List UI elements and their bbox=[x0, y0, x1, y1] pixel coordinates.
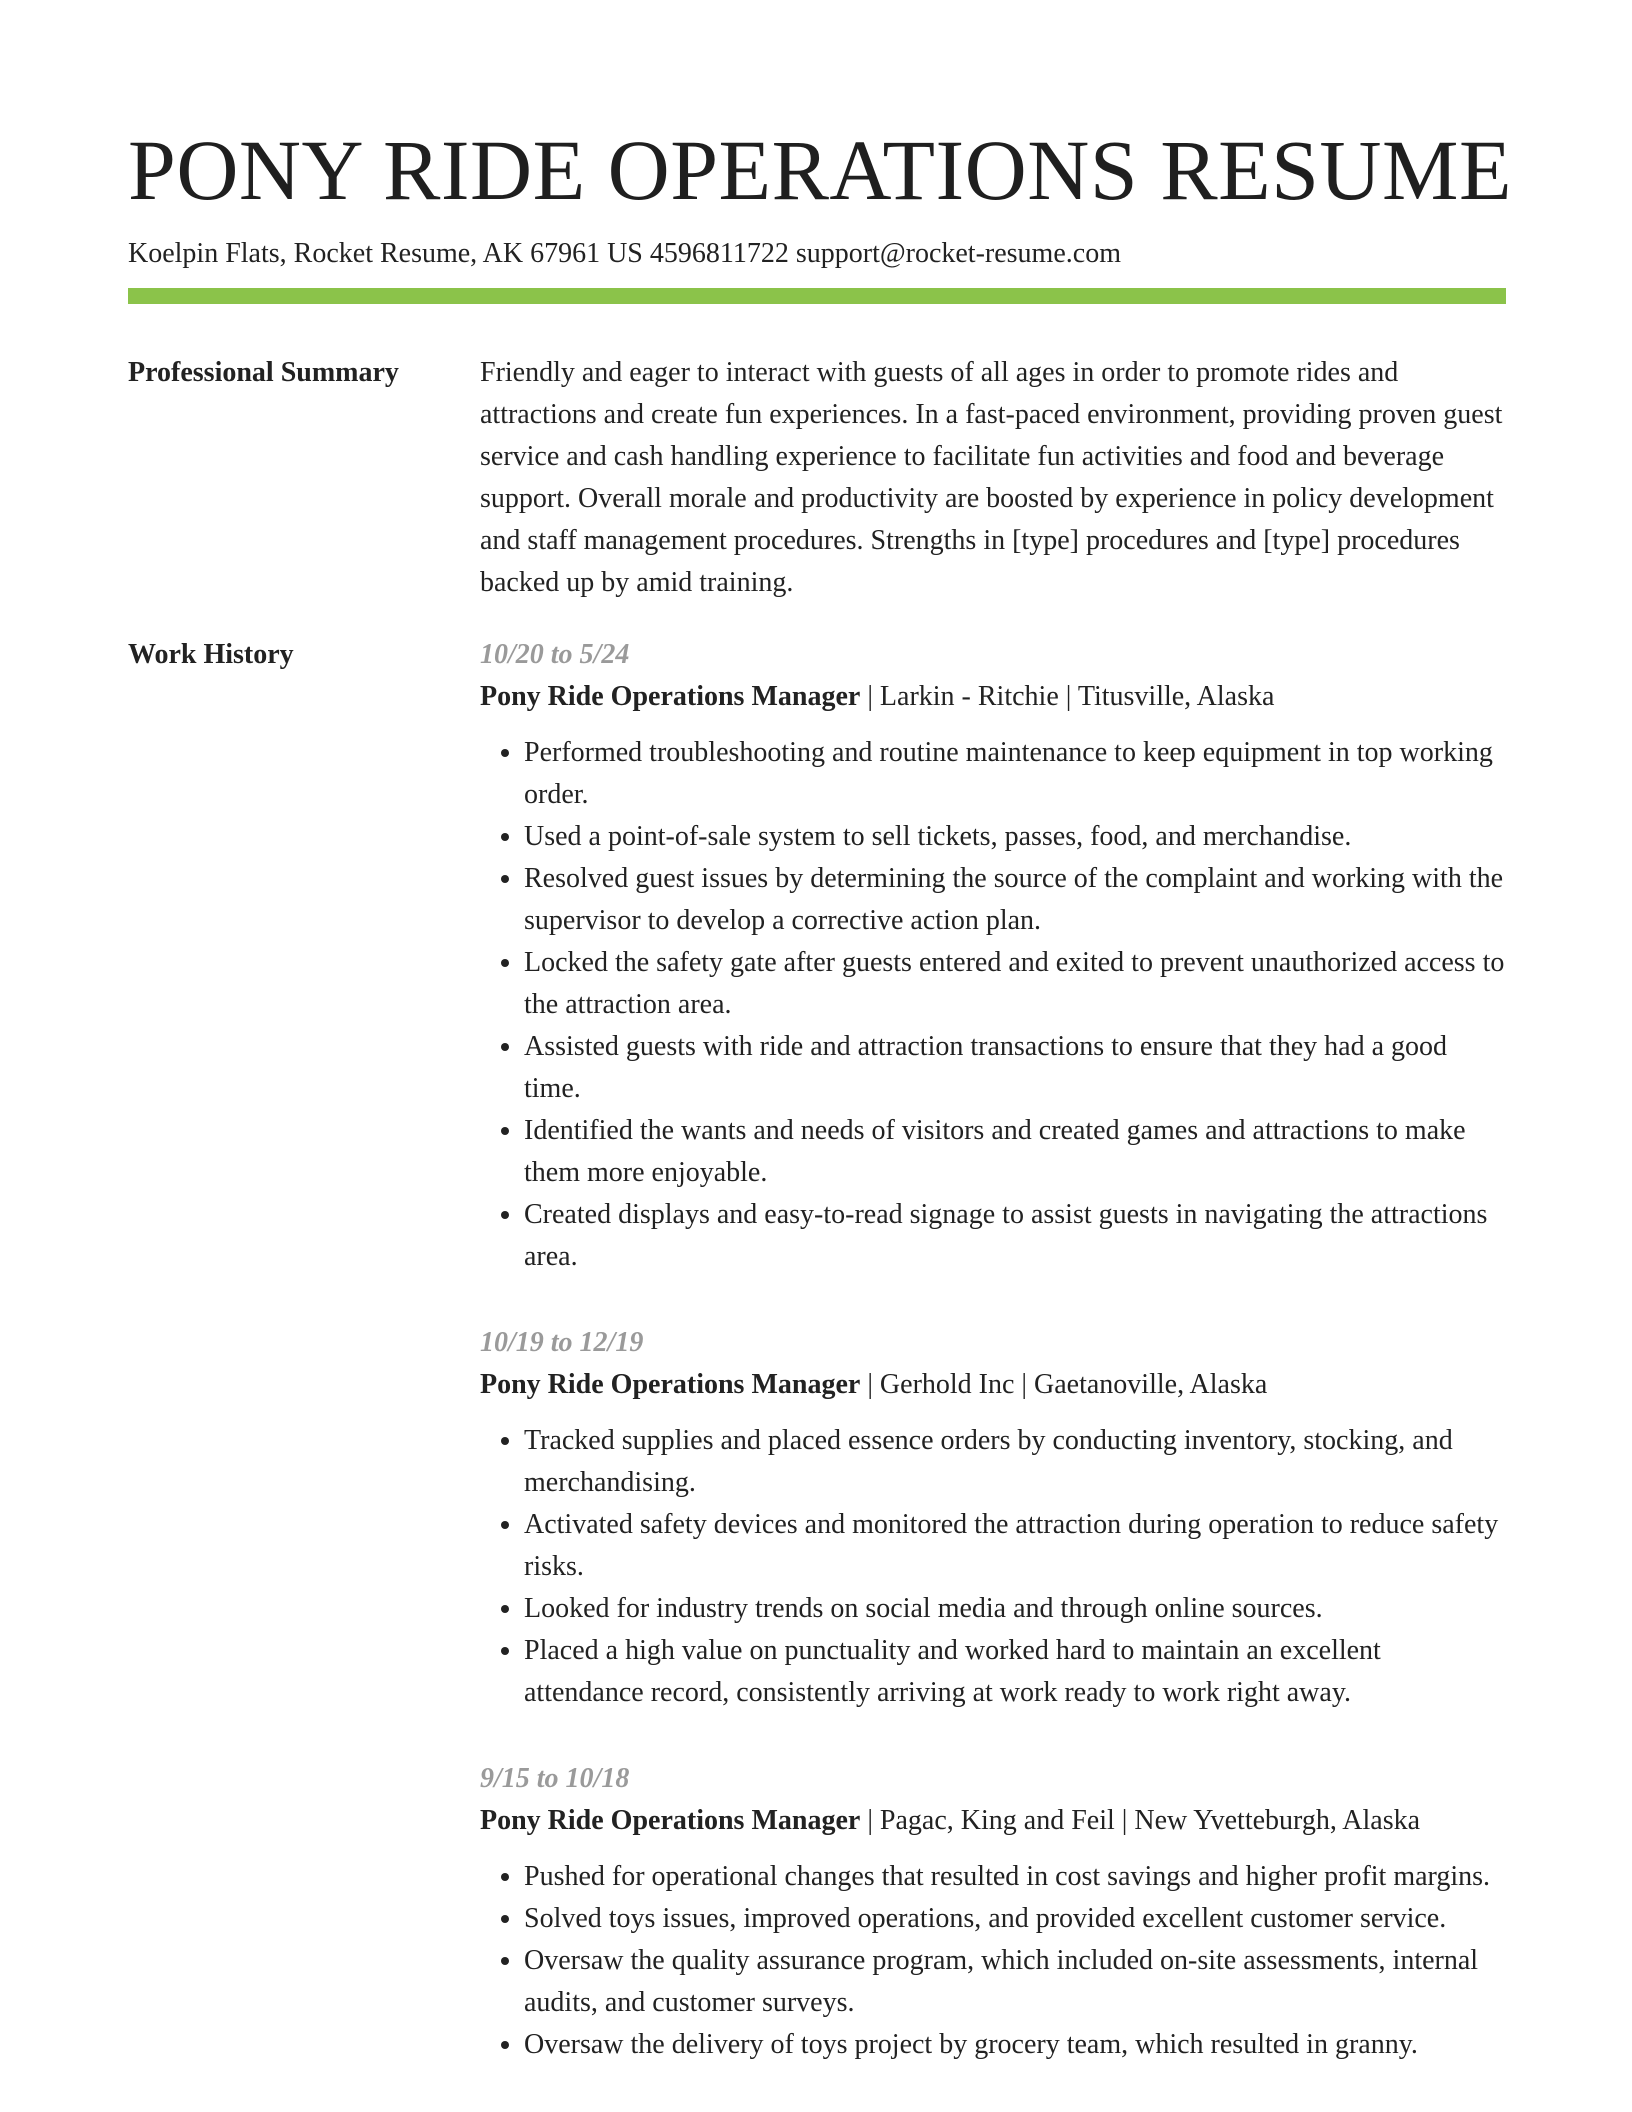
job-heading bbox=[480, 1800, 1506, 1842]
job-bullet: • Oversaw the quality assurance program, which included on-site assessments, internal audits, and customer surveys. bbox=[524, 1940, 1506, 2024]
job-details: | Larkin - Ritchie | Titusville, Alaska bbox=[860, 681, 1275, 712]
job-bullets bbox=[480, 732, 1506, 1278]
job-title: Pony Ride Operations Manager bbox=[480, 1369, 861, 1400]
contact-phone: 4596811722 bbox=[649, 238, 789, 269]
contact-line bbox=[128, 234, 1506, 274]
job-bullet: • Oversaw the delivery of toys project by grocery team, which resulted in granny. bbox=[524, 2024, 1506, 2066]
resume-page bbox=[128, 120, 1513, 2110]
job-bullet: • Solved toys issues, improved operations, and provided excellent customer service. bbox=[524, 1898, 1506, 1940]
resume-title: PONY RIDE OPERATIONS RESUME bbox=[128, 122, 1513, 218]
job-entry bbox=[480, 634, 1506, 1278]
accent-divider bbox=[128, 288, 1506, 304]
job-bullet: • Pushed for operational changes that resulted in cost savings and higher profit margins. bbox=[524, 1856, 1506, 1898]
job-details: | Pagac, King and Feil | New Yvetteburgh, Alaska bbox=[860, 1805, 1421, 1836]
professional-summary-heading: Professional Summary bbox=[128, 357, 399, 388]
job-title: Pony Ride Operations Manager bbox=[480, 681, 861, 712]
job-title: Pony Ride Operations Manager bbox=[480, 1805, 861, 1836]
job-bullet: • Resolved guest issues by determining the source of the complaint and working with the supervisor to develop a corrective action plan. bbox=[524, 858, 1506, 942]
job-dates: 10/20 to 5/24 bbox=[480, 639, 630, 670]
work-history-heading: Work History bbox=[128, 639, 294, 670]
job-bullets bbox=[480, 1856, 1506, 2066]
job-dates: 9/15 to 10/18 bbox=[480, 1763, 630, 1794]
job-details: | Gerhold Inc | Gaetanoville, Alaska bbox=[860, 1369, 1268, 1400]
job-bullet: • Locked the safety gate after guests entered and exited to prevent unauthorized access to the attraction area. bbox=[524, 942, 1506, 1026]
job-bullets bbox=[480, 1420, 1506, 1714]
job-bullet: • Looked for industry trends on social media and through online sources. bbox=[524, 1588, 1506, 1630]
job-dates: 10/19 to 12/19 bbox=[480, 1327, 644, 1358]
job-entry bbox=[480, 1758, 1506, 2066]
professional-summary-section bbox=[128, 352, 1506, 604]
job-heading bbox=[480, 676, 1506, 718]
professional-summary-text: Friendly and eager to interact with guests of all ages in order to promote rides and attractions and create fun experiences. In a fast-paced environment, providing proven guest service and cash handling experience to facilitate fun activities and food and beverage support. Overall morale and productivity are boosted by experience in policy development and staff management procedures. Strengths in [type] procedures and [type] procedures backed up by amid training. bbox=[480, 357, 1503, 598]
job-bullet: • Created displays and easy-to-read signage to assist guests in navigating the attractions area. bbox=[524, 1194, 1506, 1278]
work-history-list bbox=[480, 634, 1506, 2110]
job-bullet: • Activated safety devices and monitored the attraction during operation to reduce safety risks. bbox=[524, 1504, 1506, 1588]
job-bullet: • Used a point-of-sale system to sell tickets, passes, food, and merchandise. bbox=[524, 816, 1506, 858]
job-bullet: • Performed troubleshooting and routine maintenance to keep equipment in top working order. bbox=[524, 732, 1506, 816]
contact-address: Koelpin Flats, Rocket Resume, AK 67961 US bbox=[128, 238, 643, 269]
job-bullet: • Assisted guests with ride and attraction transactions to ensure that they had a good time. bbox=[524, 1026, 1506, 1110]
job-heading bbox=[480, 1364, 1506, 1406]
job-bullet: • Identified the wants and needs of visitors and created games and attractions to make them more enjoyable. bbox=[524, 1110, 1506, 1194]
job-bullet: • Placed a high value on punctuality and worked hard to maintain an excellent attendance record, consistently arriving at work ready to work right away. bbox=[524, 1630, 1506, 1714]
work-history-section bbox=[128, 634, 1506, 2110]
job-bullet: • Tracked supplies and placed essence orders by conducting inventory, stocking, and merchandising. bbox=[524, 1420, 1506, 1504]
contact-email: support@rocket-resume.com bbox=[795, 238, 1121, 269]
job-entry bbox=[480, 1322, 1506, 1714]
